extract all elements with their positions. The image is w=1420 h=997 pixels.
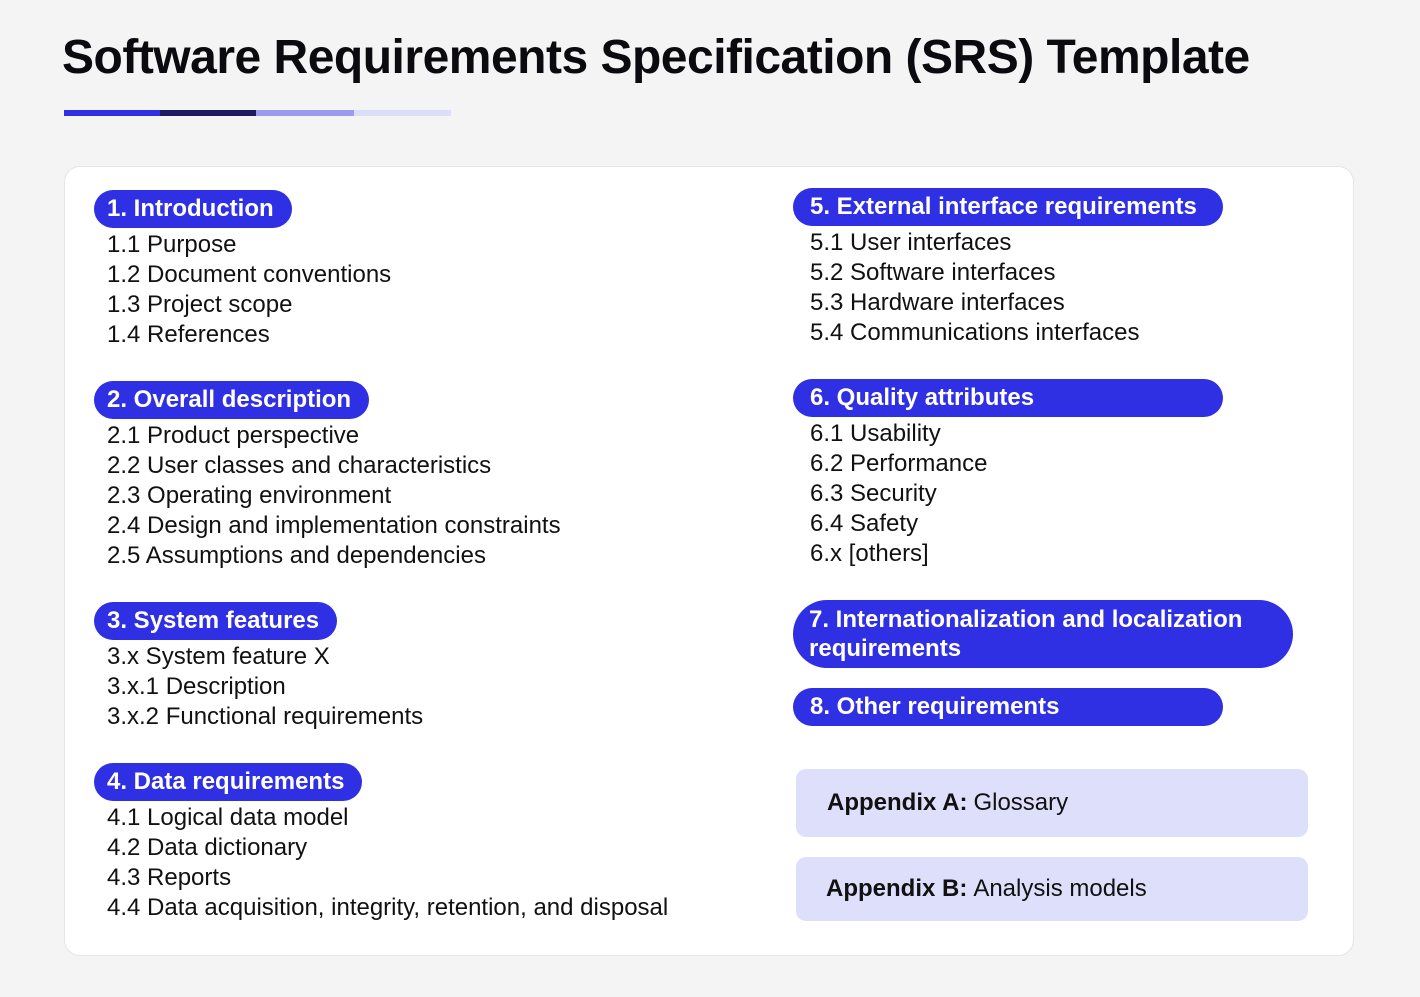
- underline-segment-4: [354, 110, 451, 116]
- section-heading: 6. Quality attributes: [793, 379, 1223, 417]
- section-external-interface: [793, 188, 1223, 348]
- list-item: 4.2 Data dictionary: [107, 834, 308, 861]
- content-card: [64, 166, 1354, 956]
- section-heading: 5. External interface requirements: [793, 188, 1223, 226]
- list-item: 2.2 User classes and characteristics: [107, 452, 492, 479]
- list-item: 3.x.2 Functional requirements: [107, 703, 424, 730]
- list-item: 1.3 Project scope: [107, 291, 293, 318]
- list-item: 1.1 Purpose: [107, 231, 237, 258]
- appendix-label: Appendix A:: [827, 789, 968, 816]
- list-item: 1.4 References: [107, 321, 270, 348]
- section-items: [107, 421, 561, 571]
- list-item: 6.2 Performance: [810, 450, 988, 477]
- title-underline: [64, 110, 451, 116]
- section-heading: 1. Introduction: [94, 190, 292, 228]
- list-item: 5.3 Hardware interfaces: [810, 289, 1065, 316]
- underline-segment-3: [256, 110, 354, 116]
- section-heading: 8. Other requirements: [793, 688, 1223, 726]
- section-heading: 3. System features: [94, 602, 337, 640]
- section-overall-description: [94, 381, 561, 571]
- section-items: [107, 803, 668, 923]
- section-system-features: [94, 602, 423, 732]
- page-title: Software Requirements Specification (SRS) Template: [62, 31, 1250, 84]
- appendix-text: Glossary: [973, 789, 1069, 816]
- list-item: 2.5 Assumptions and dependencies: [107, 542, 486, 569]
- section-heading: 7. Internationalization and localization requirements: [793, 600, 1293, 668]
- appendix-b: [796, 857, 1308, 921]
- section-internationalization: [793, 600, 1293, 668]
- list-item: 2.1 Product perspective: [107, 422, 360, 449]
- list-item: 2.3 Operating environment: [107, 482, 392, 509]
- section-data-requirements: [94, 763, 668, 923]
- section-quality-attributes: [793, 379, 1223, 569]
- list-item: 4.3 Reports: [107, 864, 232, 891]
- section-heading: 2. Overall description: [94, 381, 369, 419]
- list-item: 4.1 Logical data model: [107, 804, 349, 831]
- list-item: 5.2 Software interfaces: [810, 259, 1056, 286]
- underline-segment-1: [64, 110, 160, 116]
- list-item: 6.3 Security: [810, 480, 937, 507]
- section-items: [107, 642, 423, 732]
- list-item: 5.1 User interfaces: [810, 229, 1012, 256]
- section-items: [107, 230, 391, 350]
- appendix-text: Analysis models: [973, 875, 1147, 902]
- list-item: 4.4 Data acquisition, integrity, retention, and disposal: [107, 894, 669, 921]
- section-introduction: [94, 190, 391, 350]
- underline-segment-2: [160, 110, 256, 116]
- section-other-requirements: [793, 688, 1223, 726]
- list-item: 6.4 Safety: [810, 510, 919, 537]
- appendix-a: [796, 769, 1308, 837]
- list-item: 6.1 Usability: [810, 420, 941, 447]
- list-item: 3.x.1 Description: [107, 673, 286, 700]
- list-item: 3.x System feature X: [107, 643, 330, 670]
- list-item: 2.4 Design and implementation constraints: [107, 512, 561, 539]
- section-items: [810, 419, 1223, 569]
- list-item: 6.x [others]: [810, 540, 929, 567]
- appendix-label: Appendix B:: [826, 875, 968, 902]
- list-item: 5.4 Communications interfaces: [810, 319, 1140, 346]
- section-items: [810, 228, 1223, 348]
- list-item: 1.2 Document conventions: [107, 261, 392, 288]
- section-heading: 4. Data requirements: [94, 763, 362, 801]
